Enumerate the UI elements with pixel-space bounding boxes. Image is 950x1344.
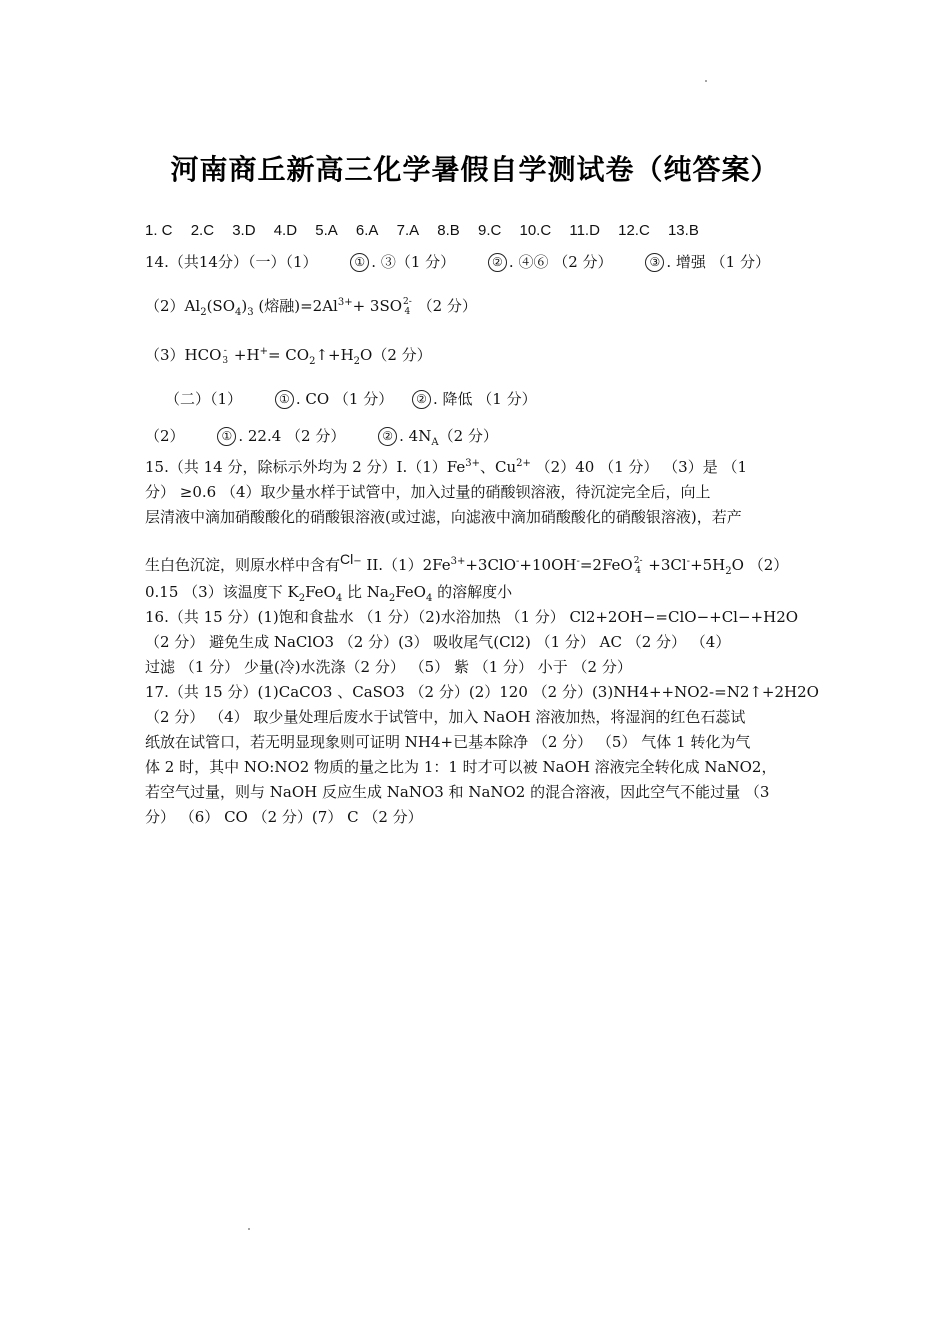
q16-line-2: （2 分） 避免生成 NaClO3 （2 分）(3） 吸收尾气(Cl2) （1 分） AC （2 分） （4） <box>145 633 731 651</box>
q17-line-5: 若空气过量，则与 NaOH 反应生成 NaNO3 和 NaNO2 的混合溶液，因此空气不能过量 （3 <box>145 783 770 801</box>
circled-number: ② <box>488 253 507 272</box>
q14-line-5: （2） ① . 22.4 （2 分） ② . $4N_A(2$ 分） <box>145 427 498 448</box>
circled-number: ② <box>412 390 431 409</box>
q17-line-3: 纸放在试管口，若无明显现象则可证明 NH4+已基本除净 （2 分） （5） 气体 1 转化为气 <box>145 733 751 751</box>
mc-answer: 4.D <box>273 222 298 239</box>
mc-answer: 10.C <box>519 222 552 239</box>
circled-number: ② <box>378 427 397 446</box>
q17-line-2: （2 分） （4） 取少量处理后废水于试管中，加入 NaOH 溶液加热，将湿润的红色石蕊试 <box>145 708 746 726</box>
mc-answer: 13.B <box>667 222 699 239</box>
scan-speck <box>705 80 707 82</box>
q16-line-3: 过滤 （1 分） 少量(冷)水洗涤（2 分） （5） 紫 （1 分） 小于 （2 分） <box>145 658 632 676</box>
circled-number: ③ <box>645 253 664 272</box>
mc-answer: 6.A <box>355 222 379 239</box>
q16-line-1: 16.（共 15 分）(1)饱和食盐水 （1 分）（2)水浴加热 （1 分） Cl2+2OH−=ClO−+Cl−+H2O <box>145 608 799 626</box>
page-title: 河南商丘新高三化学暑假自学测试卷（纯答案） <box>170 153 780 186</box>
q14-line-4: （二）（1） ① . CO （1 分） ② . 降低 （1 分） <box>165 390 537 408</box>
mc-answer: 1. C <box>145 222 173 239</box>
mc-answer: 2.C <box>190 222 215 239</box>
mc-answer: 7.A <box>396 222 420 239</box>
mc-answer: 11.D <box>569 222 600 239</box>
q17-line-4: 体 2 时，其中 NO:NO2 物质的量之比为 1：1 时才可以被 NaOH 溶液完全转化成 NaNO2， <box>145 758 777 776</box>
multiple-choice-answers <box>145 219 815 243</box>
ion-charge-stack: - 3 <box>222 346 229 366</box>
circled-number: ① <box>217 427 236 446</box>
q17-line-1: 17.（共 15 分）(1)CaCO3 、CaSO3 （2 分）(2）120 （2 分）(3)NH4++NO2-=N2↑+2H2O <box>145 683 819 701</box>
circled-number: ① <box>275 390 294 409</box>
circled-number: ① <box>350 253 369 272</box>
q15-line-2: 分） ≥0.6 （4）取少量水样于试管中，加入过量的硝酸钡溶液，待沉淀完全后，向上 <box>145 483 711 501</box>
mc-answer: 3.D <box>232 222 256 239</box>
q14-line-2: $(2)Al_2(SO_4)_3$ (熔融)$=2Al^{3+}+ 3SO$ 2- 4 （2 分） <box>145 297 477 318</box>
q15-line-3: 层清液中滴加硝酸酸化的硝酸银溶液(或过滤，向滤液中滴加硝酸酸化的硝酸银溶液)，若产 <box>145 508 742 526</box>
mc-answer: 9.C <box>477 222 502 239</box>
ion-charge-stack: 2- 4 <box>403 297 412 317</box>
ion-charge-stack: 2- 4 <box>633 556 643 576</box>
mc-answer: 5.A <box>315 222 338 239</box>
mc-answer: 12.C <box>618 222 650 239</box>
mc-answer: 8.B <box>437 222 460 239</box>
q14-line-3: （3）HCO - 3 $+H^+= CO_2↑+H_2O(2$ 分） <box>145 346 432 367</box>
q15-line-4: 生白色沉淀，则原水样中含有Cl− $II.(1)2Fe^{3+}+3ClO^-+10OH^-=2FeO$ 2- 4 $+3Cl^-+5H_2O$ （2） <box>145 551 789 577</box>
scan-speck <box>248 1228 250 1230</box>
q15-line-5: 0.15 （3）该温度下 $K_2FeO_4$ 比 $Na_2FeO_4$ 的溶解度小 <box>145 583 513 604</box>
q15-line-1: 15.（共 14 分，除标示外均为 2 分）$I.(1)Fe^{3+}$、$Cu^{2+}$ （2）40 （1 分） （3）是 （1 <box>145 458 748 476</box>
q14-line-1: 14.（共14分）（一）（1） ① . ③（1 分） ② . ④⑥ （2 分） ③ . 增强 （1 分） <box>145 253 770 271</box>
q17-line-6: 分） （6） CO （2 分）(7） C （2 分） <box>145 808 423 826</box>
